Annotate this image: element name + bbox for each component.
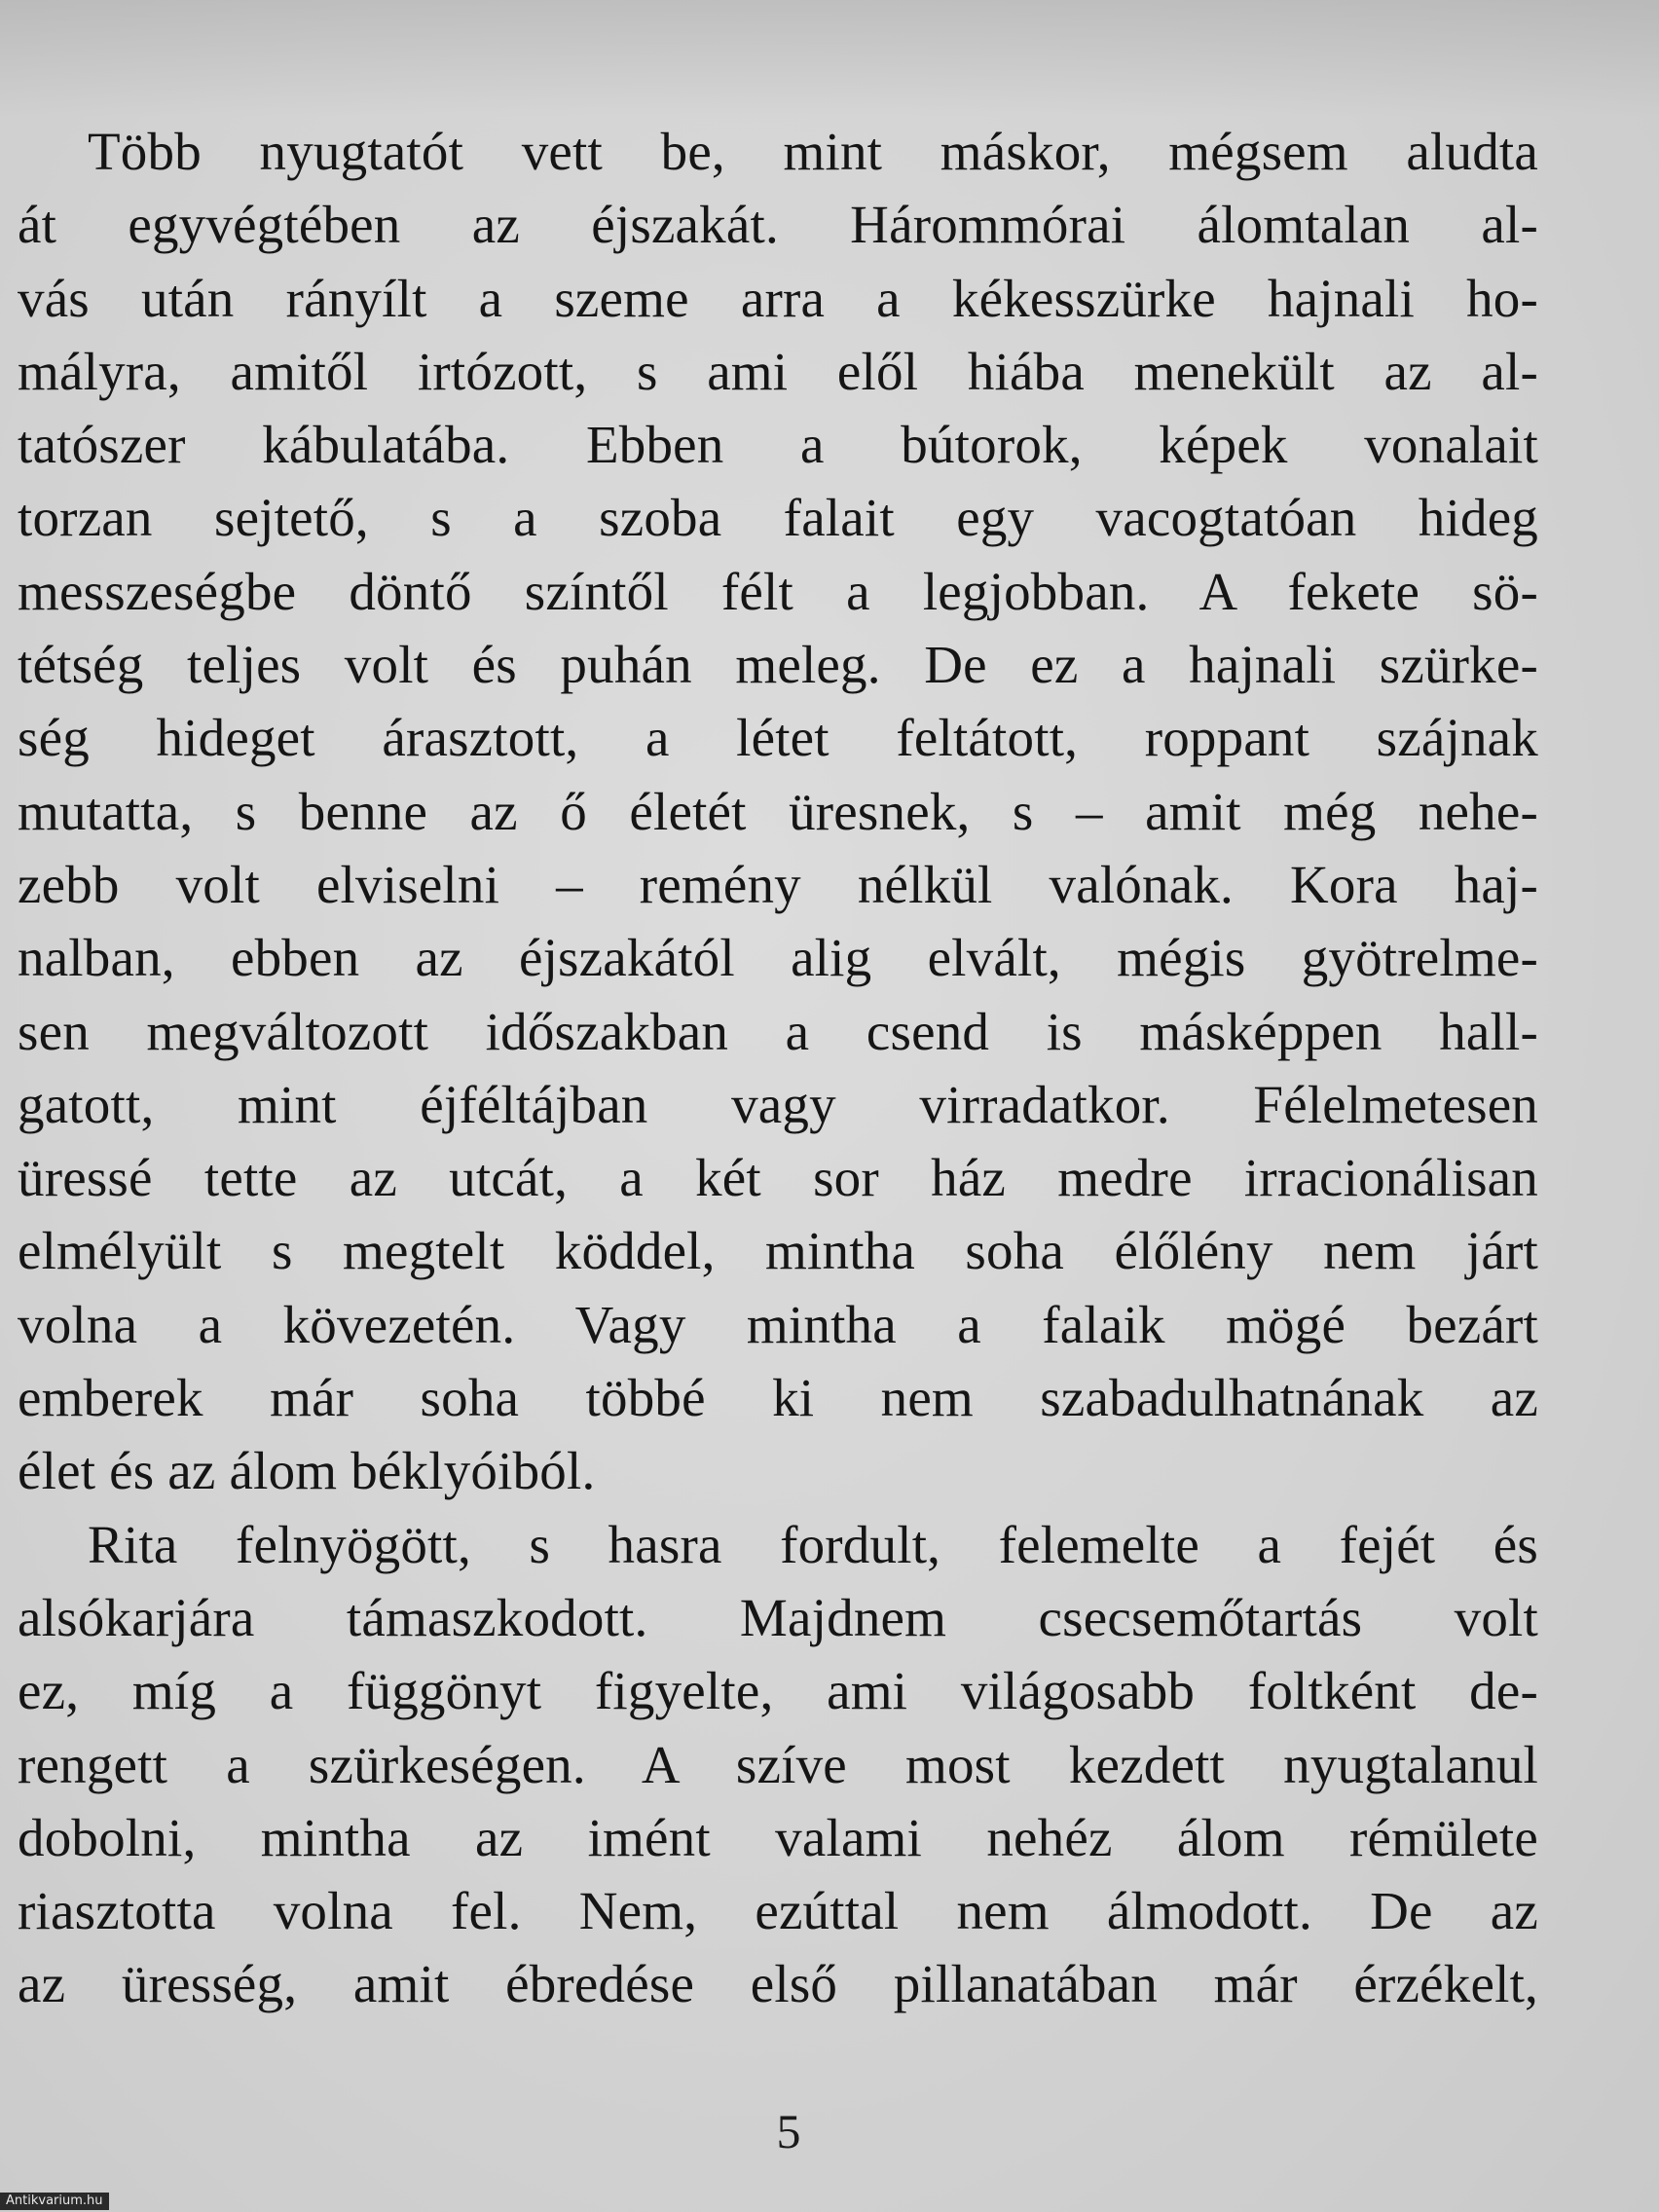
text-line: ez, míg a függönyt figyelte, ami világosabb foltként de-	[18, 1661, 1538, 1721]
text-line: Rita felnyögött, s hasra fordult, felemelte a fejét és	[88, 1514, 1538, 1574]
text-line: az üresség, amit ébredése első pillanatában már érzékelt,	[18, 1954, 1538, 2014]
text-line: tétség teljes volt és puhán meleg. De ez a hajnali szürke-	[18, 635, 1538, 695]
text-line: zebb volt elviselni – remény nélkül valónak. Kora haj-	[18, 854, 1538, 914]
text-line: át egyvégtében az éjszakát. Hárommórai álomtalan al-	[18, 195, 1538, 255]
text-line: torzan sejtető, s a szoba falait egy vacogtatóan hideg	[18, 488, 1538, 548]
text-line: alsókarjára támaszkodott. Majdnem csecsemőtartás volt	[18, 1587, 1538, 1647]
page-top-shadow	[0, 0, 1659, 117]
text-line: sen megváltozott időszakban a csend is másképpen hall-	[18, 1001, 1538, 1061]
page-number: 5	[776, 2104, 801, 2158]
text-line: rengett a szürkeségen. A szíve most kezdett nyugtalanul	[18, 1734, 1538, 1794]
text-line: üressé tette az utcát, a két sor ház medre irracionálisan	[18, 1148, 1538, 1208]
text-line: mutatta, s benne az ő életét üresnek, s – amit még nehe-	[18, 781, 1538, 841]
body-text	[18, 115, 1538, 2021]
paragraph-1	[18, 115, 1538, 1508]
text-line: volna a kövezetén. Vagy mintha a falaik mögé bezárt	[18, 1294, 1538, 1354]
text-line: mályra, amitől irtózott, s ami elől hiába menekült az al-	[18, 341, 1538, 401]
text-line: riasztotta volna fel. Nem, ezúttal nem álmodott. De az	[18, 1881, 1538, 1941]
text-line: élet és az álom béklyóiból.	[18, 1441, 596, 1501]
text-line: messzeségbe döntő színtől félt a legjobban. A fekete sö-	[18, 561, 1538, 621]
text-line: ség hideget árasztott, a létet feltátott, roppant szájnak	[18, 708, 1538, 768]
text-line: elmélyült s megtelt köddel, mintha soha élőlény nem járt	[18, 1221, 1538, 1281]
text-line: tatószer kábulatába. Ebben a bútorok, képek vonalait	[18, 415, 1538, 475]
text-line: vás után rányílt a szeme arra a kékesszürke hajnali ho-	[18, 268, 1538, 328]
text-line: emberek már soha többé ki nem szabadulhatnának az	[18, 1368, 1538, 1428]
text-line: Több nyugtatót vett be, mint máskor, mégsem aludta	[88, 122, 1538, 181]
text-line: gatott, mint éjféltájban vagy virradatkor. Félelmetesen	[18, 1074, 1538, 1134]
text-line: dobolni, mintha az imént valami nehéz álom rémülete	[18, 1807, 1538, 1867]
watermark-label: Antikvarium.hu	[0, 2193, 109, 2210]
text-line: nalban, ebben az éjszakától alig elvált, mégis gyötrelme-	[18, 928, 1538, 988]
paragraph-2	[18, 1508, 1538, 2021]
